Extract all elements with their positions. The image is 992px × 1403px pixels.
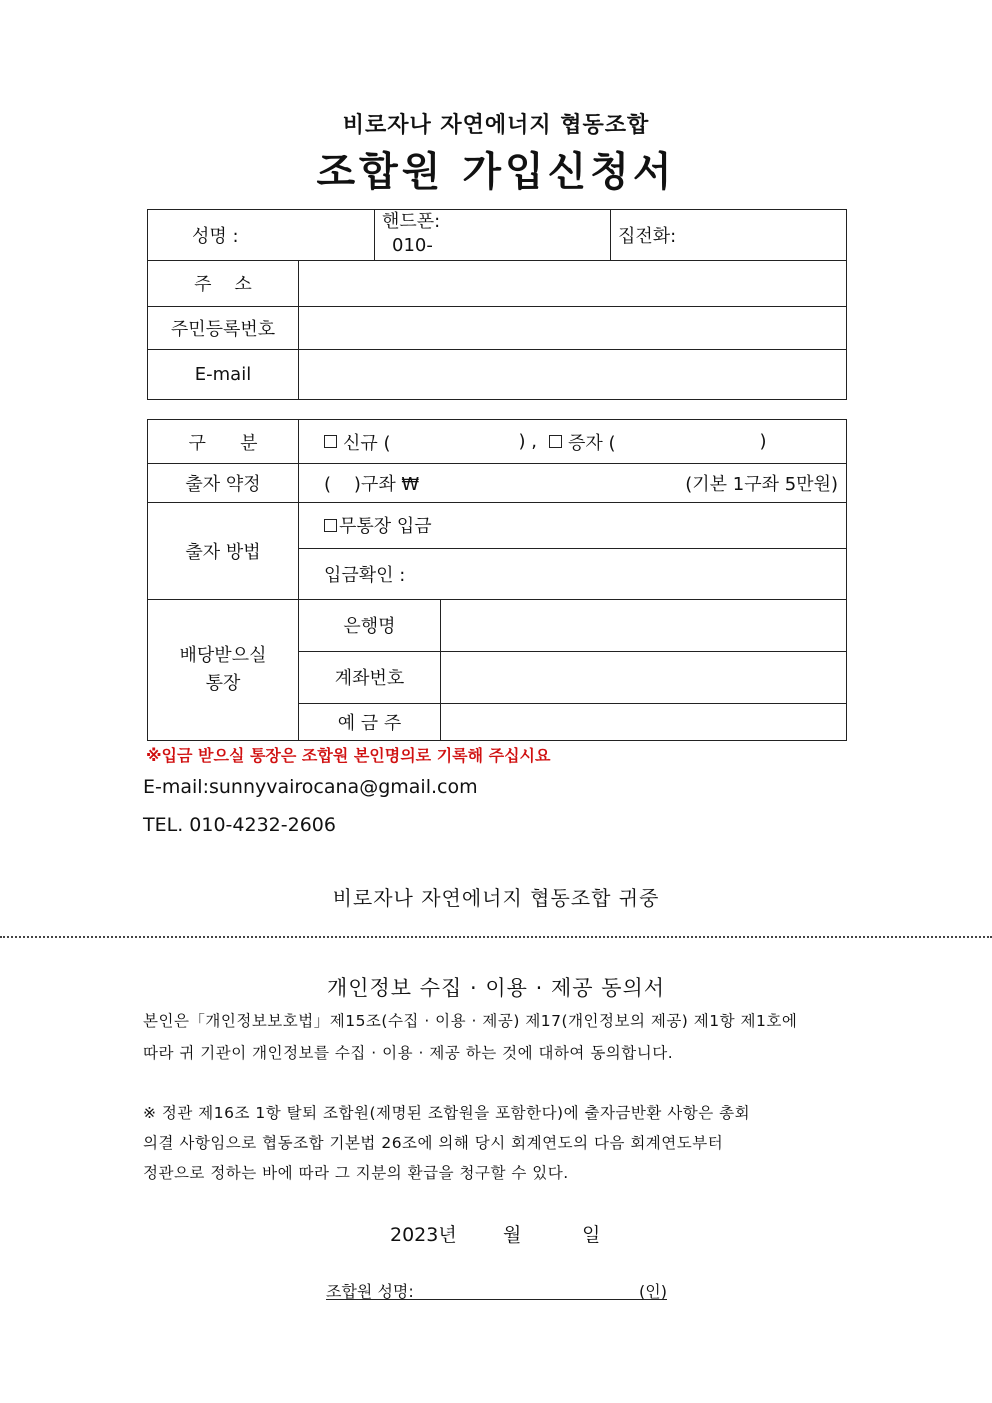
date-year: 2023년 xyxy=(390,1224,457,1246)
refund-note-line-2: 의결 사항임으로 협동조합 기본법 26조에 의해 당시 회계연도의 다음 회계연도부터 xyxy=(143,1134,724,1152)
home-phone-field[interactable] xyxy=(618,210,838,260)
mobile-prefix: 010- xyxy=(392,235,433,256)
dividend-account-label: 배당받으실 통장 xyxy=(179,644,267,694)
refund-note-line-3: 정관으로 정하는 바에 따라 그 지분의 환급을 청구할 수 있다. xyxy=(143,1164,569,1182)
bank-transfer-option xyxy=(324,502,824,548)
name-field[interactable] xyxy=(192,210,372,260)
consent-title: 개인정보 수집 · 이용 · 제공 동의서 xyxy=(326,976,666,1000)
investment-table xyxy=(147,419,847,741)
deposit-notice: ※입금 받으실 통장은 조합원 본인명의로 기록해 주십시요 xyxy=(146,746,551,765)
bank-name-label: 은행명 xyxy=(343,616,396,637)
units-text: ( )구좌 ₩ xyxy=(324,473,420,495)
increase-checkbox[interactable] xyxy=(549,435,562,448)
increase-label: 증자 ( xyxy=(568,432,616,454)
category-label: 구 분 xyxy=(188,432,258,454)
signature-line[interactable] xyxy=(326,1279,667,1300)
contact-email: E-mail:sunnyvairocana@gmail.com xyxy=(143,776,478,798)
pledge-units-field[interactable] xyxy=(324,463,624,502)
bank-name-input[interactable] xyxy=(441,600,846,651)
name-label: 성명 : xyxy=(192,226,239,247)
consent-text-line-2: 따라 귀 기관이 개인정보를 수집 · 이용 · 제공 하는 것에 대하여 동의합니다. xyxy=(143,1044,674,1062)
account-holder-label: 예 금 주 xyxy=(337,712,402,734)
mobile-phone-field[interactable] xyxy=(380,210,606,260)
contact-tel: TEL. 010-4232-2606 xyxy=(143,814,336,836)
new-member-label: 신규 ( xyxy=(343,432,391,454)
units-note: (기본 1구좌 5만원) xyxy=(685,473,838,495)
date-month[interactable]: 월 xyxy=(503,1224,522,1246)
deposit-confirm-label: 입금확인 : xyxy=(324,564,406,586)
email-input[interactable] xyxy=(299,350,846,399)
home-phone-label: 집전화: xyxy=(618,226,677,247)
deposit-confirm-field[interactable] xyxy=(324,548,824,599)
category-options xyxy=(324,420,844,463)
seal-mark: (인) xyxy=(639,1282,667,1301)
resident-number-label: 주민등록번호 xyxy=(170,318,276,340)
cut-line-divider xyxy=(0,936,992,938)
consent-text-line-1: 본인은「개인정보보호법」제15조(수집 · 이용 · 제공) 제17(개인정보의 제공) 제1항 제1호에 xyxy=(143,1012,798,1030)
pledge-label: 출자 약정 xyxy=(185,473,261,495)
date-day[interactable]: 일 xyxy=(582,1224,601,1246)
personal-info-table xyxy=(147,209,847,400)
address-label: 주 소 xyxy=(194,274,252,295)
bank-transfer-checkbox[interactable] xyxy=(324,519,337,532)
bank-transfer-label: 무통장 입금 xyxy=(339,516,432,537)
address-input[interactable] xyxy=(299,261,846,306)
refund-note-line-1: ※ 정관 제16조 1항 탈퇴 조합원(제명된 조합원을 포함한다)에 출자금반환 사항은 총회 xyxy=(143,1104,751,1122)
form-title: 조합원 가입신청서 xyxy=(316,149,676,195)
new-member-close: ) , xyxy=(518,431,537,452)
new-member-checkbox[interactable] xyxy=(324,435,337,448)
addressee: 비로자나 자연에너지 협동조합 귀중 xyxy=(332,886,660,910)
email-label: E-mail xyxy=(194,363,252,385)
account-number-label: 계좌번호 xyxy=(334,668,405,689)
signature-label: 조합원 성명: xyxy=(326,1282,414,1301)
account-number-input[interactable] xyxy=(441,652,846,703)
organization-name: 비로자나 자연에너지 협동조합 xyxy=(342,113,650,138)
mobile-label: 핸드폰: xyxy=(382,211,441,232)
resident-number-input[interactable] xyxy=(299,307,846,349)
increase-close: ) xyxy=(759,431,767,452)
method-label: 출자 방법 xyxy=(185,541,261,563)
account-holder-input[interactable] xyxy=(441,704,846,740)
